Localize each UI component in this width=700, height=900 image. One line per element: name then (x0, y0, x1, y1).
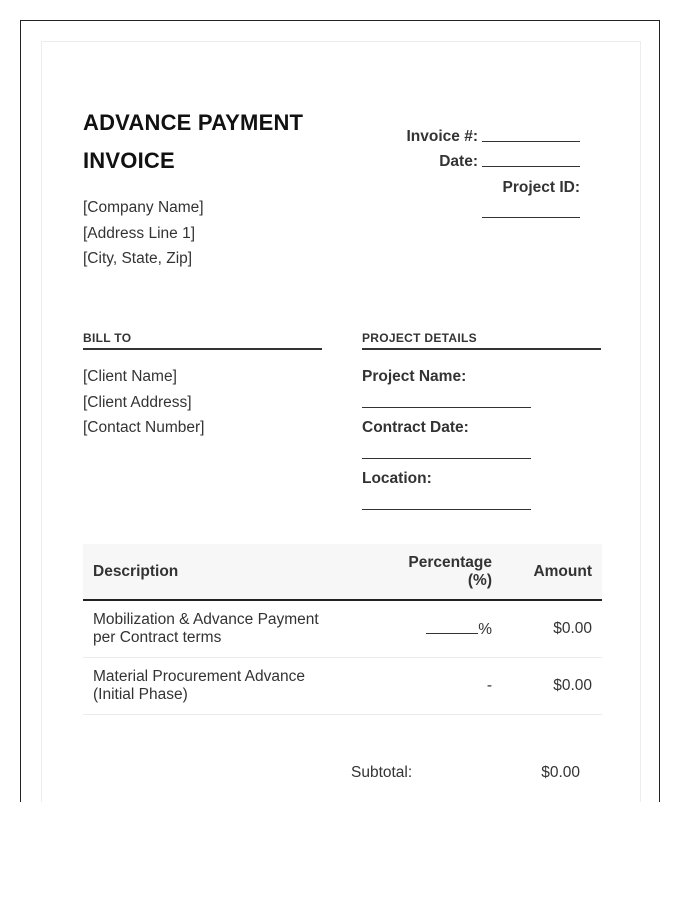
line-item-amount: $0.00 (502, 657, 602, 714)
date-row (407, 146, 581, 172)
document-frame (20, 20, 660, 802)
contract-date-blank[interactable] (362, 441, 531, 459)
invoice-number-row (407, 120, 581, 146)
project-name-blank[interactable] (362, 390, 531, 408)
line-item-description: Mobilization & Advance Payment per Contract terms (93, 610, 319, 646)
subtotal-value: $0.00 (541, 764, 580, 781)
table-header-row (83, 544, 602, 600)
client-address: [Client Address] (83, 393, 192, 411)
subtotal-label: Subtotal: (351, 764, 413, 781)
title-line-2: INVOICE (83, 148, 175, 173)
line-item-amount: $0.00 (502, 600, 602, 657)
client-name: [Client Name] (83, 368, 177, 385)
client-contact-number: [Contact Number] (83, 419, 205, 436)
line-item-percentage: - (373, 657, 502, 714)
project-id-row (407, 171, 581, 197)
project-id-field-row (407, 197, 581, 223)
location-blank[interactable] (362, 492, 531, 510)
location-field (362, 466, 602, 517)
percentage-header: Percentage (%) (373, 544, 502, 600)
amount-header: Amount (502, 544, 602, 600)
project-name-field (362, 364, 602, 415)
percent-sign: % (478, 620, 492, 638)
invoice-number-label: Invoice #: (406, 127, 478, 145)
project-details-heading: PROJECT DETAILS (362, 331, 601, 350)
company-address: [Address Line 1] (83, 224, 196, 242)
contract-date-field (362, 415, 602, 466)
percentage-blank[interactable] (426, 619, 478, 634)
table-row (83, 657, 602, 714)
bill-to-info (83, 364, 204, 441)
project-id-field[interactable] (482, 203, 580, 218)
location-label: Location: (362, 470, 432, 487)
line-item-description: Material Procurement Advance (Initial Phase) (93, 667, 305, 703)
date-label: Date: (439, 153, 478, 170)
date-field[interactable] (482, 152, 580, 167)
table-row (83, 600, 602, 657)
invoice-page (41, 41, 641, 802)
company-city-state-zip: [City, State, Zip] (83, 250, 193, 267)
project-details-fields (362, 364, 602, 517)
project-id-label: Project ID: (502, 178, 580, 196)
contract-date-label: Contract Date: (362, 419, 469, 436)
bill-to-heading: BILL TO (83, 331, 322, 350)
description-header: Description (83, 544, 373, 600)
company-info (83, 195, 204, 272)
invoice-number-field[interactable] (482, 127, 580, 142)
project-name-label: Project Name: (362, 368, 467, 385)
line-item-percentage (373, 600, 502, 657)
invoice-meta (407, 120, 581, 222)
line-items-table (83, 544, 602, 715)
company-name: [Company Name] (83, 199, 204, 216)
invoice-title (83, 104, 383, 180)
title-line-1: ADVANCE PAYMENT (83, 110, 304, 135)
